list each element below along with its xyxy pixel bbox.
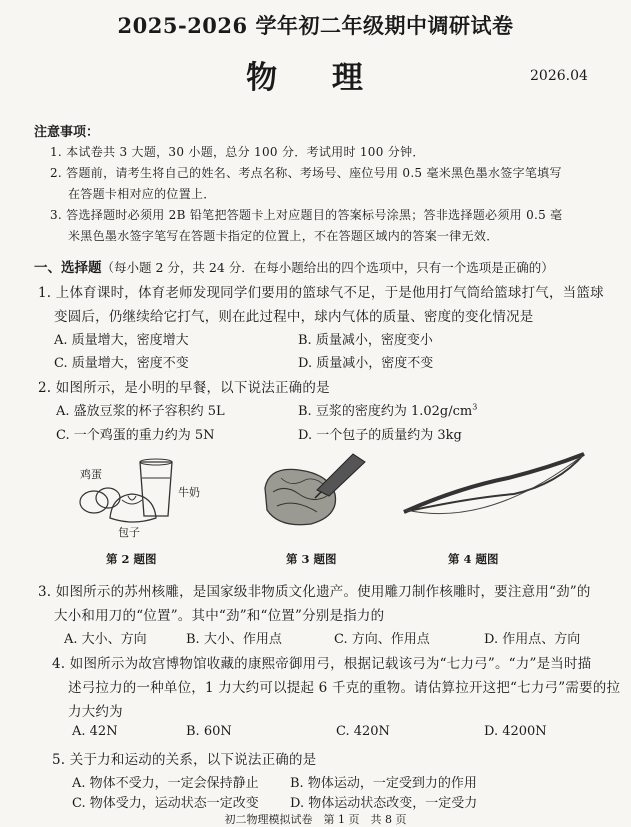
q1-line-2: 变圆后，仍继续给它打气，则在此过程中，球内气体的质量、密度的变化情况是 [54,309,534,325]
q4-line-3: 力大约为 [68,704,123,720]
nut-carving-figure [255,448,375,540]
q3-option-a: A. 大小、方向 [64,632,147,647]
q3-option-c: C. 方向、作用点 [334,632,430,647]
q4-line-1: 4. 如图所示为故宫博物馆收藏的康熙帝御用弓，根据记载该弓为“七力弓”。“力”是当时描 [52,656,592,672]
q4-option-a: A. 42N [72,724,118,739]
q1-option-d: D. 质量减小，密度不变 [298,356,434,371]
q3-option-d: D. 作用点、方向 [484,632,581,647]
q4-option-c: C. 420N [336,724,390,739]
section-rule: （每小题 2 分，共 24 分．在每小题给出的四个选项中，只有一个选项是正确的） [101,260,554,275]
figure-4-caption: 第 4 题图 [448,552,499,566]
exam-title: 2025-2026 学年初二年级期中调研试卷 [117,13,514,38]
q4-line-2: 述弓拉力的一种单位，1 力大约可以提起 6 千克的重物。请估算拉开这把“七力弓”需要的拉 [68,680,621,696]
q2-option-a: A. 盛放豆浆的杯子容积约 5L [56,404,225,419]
notice-item-2-cont: 在答题卡相对应的位置上． [68,187,216,201]
q4-option-b: B. 60N [186,724,232,739]
notice-item-1: 1. 本试卷共 3 大题，30 小题，总分 100 分．考试用时 100 分钟． [50,145,425,159]
notice-item-3-cont: 米黑色墨水签字笔写在答题卡指定的位置上，不在答题区域内的答案一律无效． [68,229,499,243]
q1-option-c: C. 质量增大，密度不变 [54,356,189,371]
notice-item-2: 2. 答题前，请考生将自己的姓名、考点名称、考场号、座位号用 0.5 毫米黑色墨水签字笔填写 [50,166,562,180]
section-title: 一、选择题 [34,260,102,276]
q1-line-1: 1. 上体育课时，体育老师发现同学们要用的篮球气不足，于是他用打气筒给篮球打气，当篮球 [38,285,604,301]
q2-option-b [298,400,477,419]
bun-label: 包子 [118,526,140,539]
section-heading [34,256,554,276]
figure-2-caption: 第 2 题图 [106,552,157,566]
q5-stem: 5. 关于力和运动的关系，以下说法正确的是 [52,752,317,768]
q5-option-b: B. 物体运动，一定受到力的作用 [290,776,477,791]
q2-option-c: C. 一个鸡蛋的重力约为 5N [56,428,215,443]
egg-label: 鸡蛋 [80,468,102,481]
q5-option-a: A. 物体不受力，一定会保持静止 [72,776,259,791]
notice-item-3: 3. 答选择题时必须用 2B 铅笔把答题卡上对应题目的答案标号涂黑；答非选择题必须用 0.5 毫 [50,208,563,222]
q3-option-b: B. 大小、作用点 [186,632,282,647]
q2-option-d: D. 一个包子的质量约为 3kg [298,428,462,443]
bow-figure [398,448,594,540]
subject-title: 物 理 [246,60,385,96]
milk-label: 牛奶 [178,486,200,499]
q3-line-2: 大小和用刀的“位置”。其中“劲”和“位置”分别是指力的 [54,608,385,624]
notice-heading: 注意事项： [34,125,100,140]
figure-3-caption: 第 3 题图 [286,552,337,566]
exam-date: 2026.04 [530,68,588,84]
q2-stem: 2. 如图所示，是小明的早餐，以下说法正确的是 [38,380,330,396]
q2-option-b-sup: 3 [472,402,478,412]
q4-option-d: D. 4200N [484,724,547,739]
q5-option-c: C. 物体受力，运动状态一定改变 [72,796,259,811]
page-footer: 初二物理模拟试卷 第 1 页 共 8 页 [224,813,407,826]
q3-line-1: 3. 如图所示的苏州核雕，是国家级非物质文化遗产。使用雕刀制作核雕时，要注意用“劲”的 [38,584,591,600]
q1-option-b: B. 质量减小，密度变小 [298,333,433,348]
q2-option-b-text: B. 豆浆的密度约为 1.02g/cm [298,404,473,419]
q1-option-a: A. 质量增大，密度增大 [54,333,189,348]
q5-option-d: D. 物体运动状态改变，一定受力 [290,796,478,811]
